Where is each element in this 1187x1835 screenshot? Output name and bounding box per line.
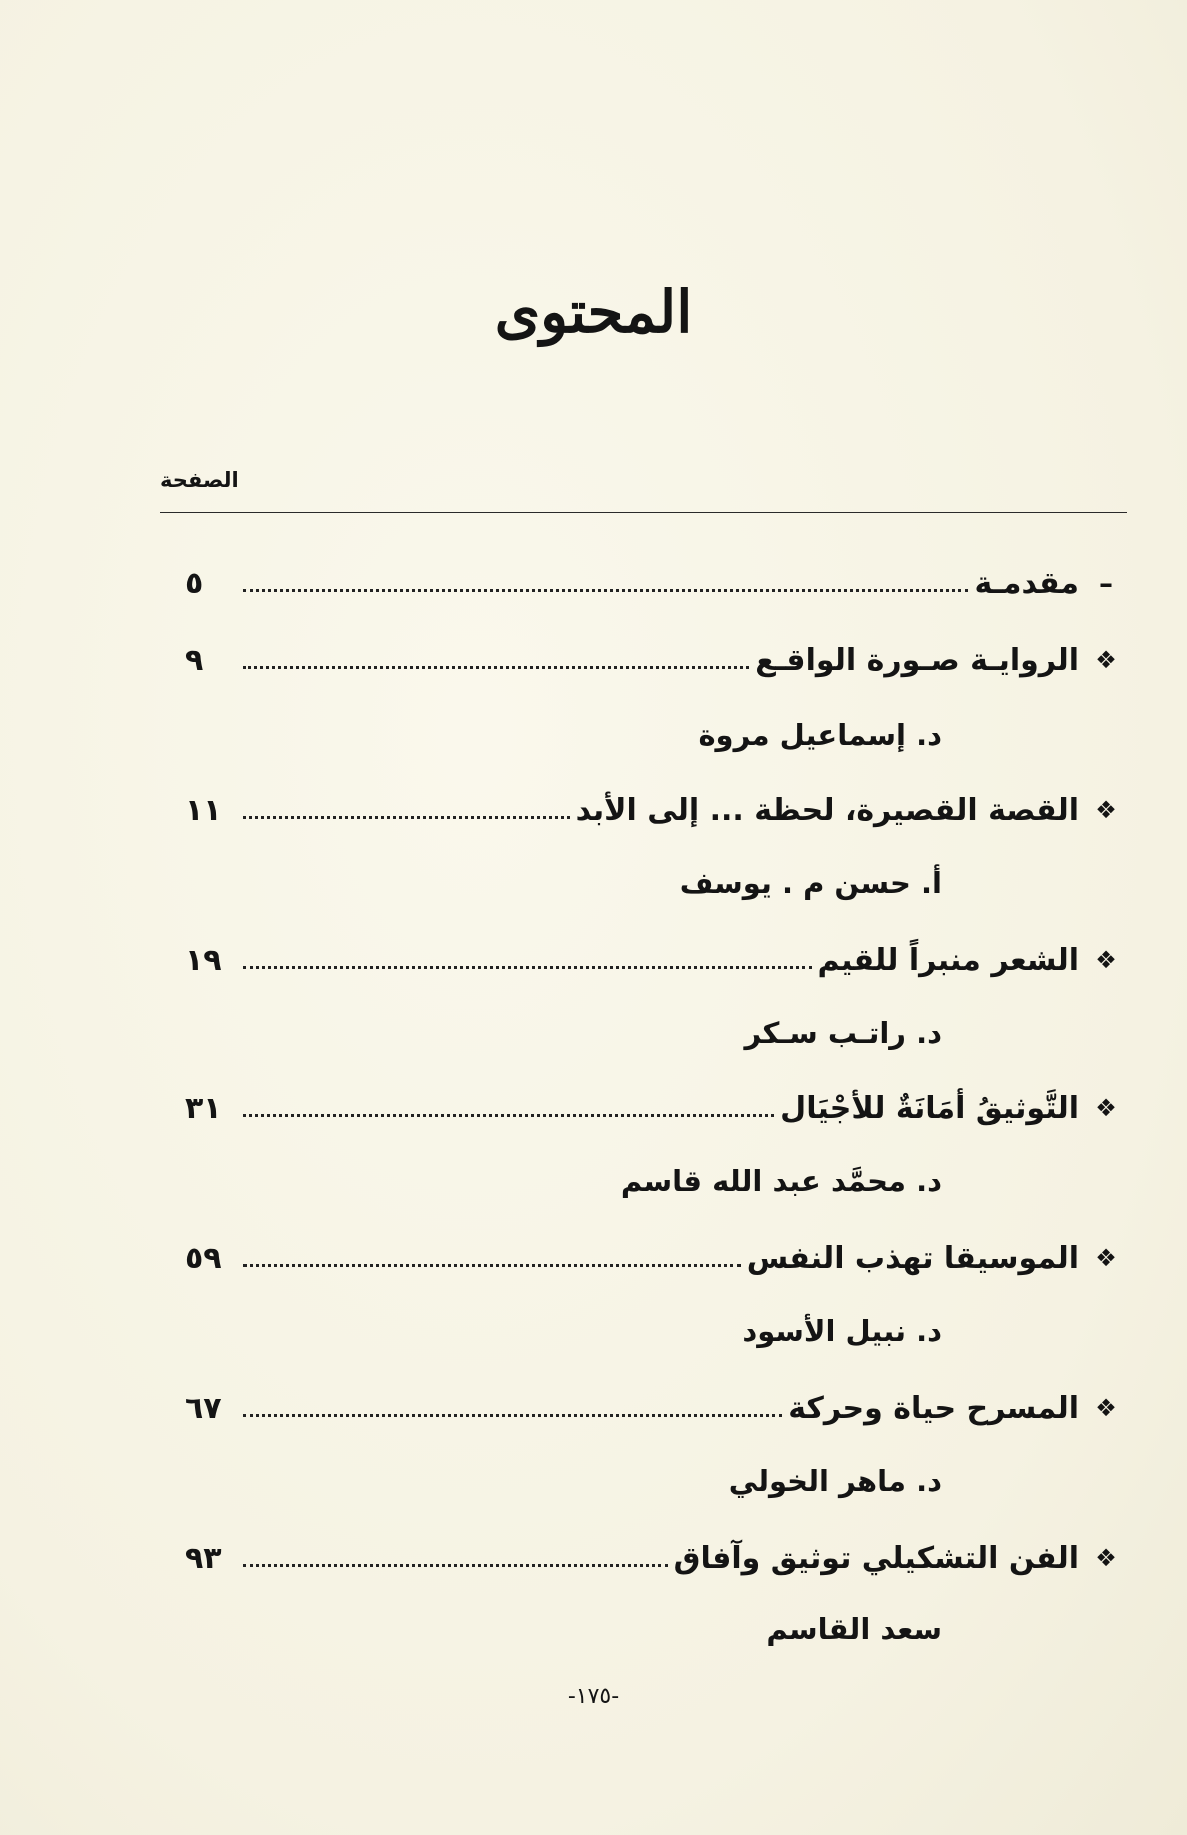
entry-author: د. نبيل الأسود — [742, 1314, 942, 1348]
diamond-bullet-icon: ❖ — [1095, 946, 1117, 974]
entry-page-number: ٣١ — [185, 1090, 222, 1126]
entry-title: التَّوثيقُ أمَانَةٌ للأجْيَال — [780, 1090, 1079, 1126]
dot-leader — [243, 589, 968, 592]
entry-page-number: ١٩ — [185, 942, 222, 978]
entry-author: أ. حسن م . يوسف — [679, 866, 942, 900]
diamond-bullet-icon: ❖ — [1095, 1244, 1117, 1272]
entry-title: المسرح حياة وحركة — [788, 1390, 1079, 1426]
diamond-bullet-icon: ❖ — [1095, 796, 1117, 824]
diamond-bullet-icon: ❖ — [1095, 1394, 1117, 1422]
entry-title: الشعر منبراً للقيم — [817, 942, 1079, 978]
header-divider — [160, 512, 1127, 513]
diamond-bullet-icon: ❖ — [1095, 1544, 1117, 1572]
entry-page-number: ٥ — [185, 565, 204, 601]
dot-leader — [243, 816, 570, 819]
entry-page-number: ٩ — [185, 642, 204, 678]
dot-leader — [243, 1114, 774, 1117]
entry-author: د. ماهر الخولي — [728, 1464, 942, 1498]
entry-title: مقدمـة — [974, 565, 1079, 601]
dash-marker: – — [1099, 566, 1113, 600]
entry-title: الروايـة صـورة الواقـع — [755, 642, 1079, 678]
entry-author: د. راتـب سـكر — [744, 1016, 942, 1050]
diamond-bullet-icon: ❖ — [1095, 646, 1117, 674]
entry-author: د. إسماعيل مروة — [698, 718, 942, 752]
entry-page-number: ١١ — [185, 792, 222, 828]
page-column-label: الصفحة — [160, 468, 239, 492]
toc-entry-theatre — [185, 1386, 1123, 1430]
entry-author: سعد القاسم — [766, 1612, 942, 1646]
dot-leader — [243, 966, 812, 969]
diamond-bullet-icon: ❖ — [1095, 1094, 1117, 1122]
dot-leader — [243, 1414, 782, 1417]
toc-entry-novel — [185, 638, 1123, 682]
dot-leader — [243, 1564, 668, 1567]
toc-entry-fine-art — [185, 1536, 1123, 1580]
entry-author: د. محمَّد عبد الله قاسم — [620, 1164, 942, 1198]
entry-title: الموسيقا تهذب النفس — [746, 1240, 1079, 1276]
dot-leader — [243, 666, 749, 669]
page-number-footer: -١٧٥- — [567, 1684, 620, 1709]
entry-page-number: ٥٩ — [185, 1240, 222, 1276]
entry-page-number: ٦٧ — [185, 1390, 222, 1426]
toc-entry-short-story — [185, 788, 1123, 832]
toc-entry-music — [185, 1236, 1123, 1280]
entry-page-number: ٩٣ — [185, 1540, 222, 1576]
toc-entry-documentation — [185, 1086, 1123, 1130]
page-title: المحتوى — [494, 278, 693, 346]
entry-title: الفن التشكيلي توثيق وآفاق — [673, 1540, 1079, 1576]
entry-title: القصة القصيرة، لحظة ... إلى الأبد — [575, 792, 1079, 828]
toc-entry-introduction — [185, 561, 1123, 605]
dot-leader — [243, 1264, 741, 1267]
toc-entry-poetry — [185, 938, 1123, 982]
